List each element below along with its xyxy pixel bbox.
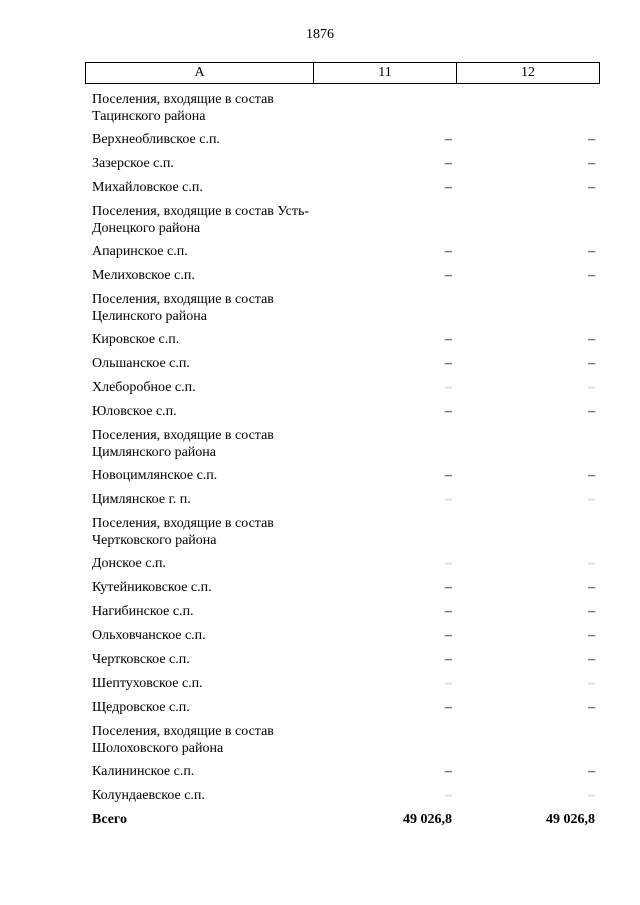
row-value-11: – <box>445 604 452 619</box>
table-row <box>85 600 600 624</box>
group-row <box>85 200 600 240</box>
row-value-11: – <box>445 556 452 571</box>
table-row <box>85 672 600 696</box>
table-row <box>85 400 600 424</box>
row-value-12: – <box>588 244 595 259</box>
row-name: Зазерское с.п. <box>92 156 174 171</box>
row-name: Калининское с.п. <box>92 764 195 779</box>
table-row <box>85 576 600 600</box>
total-row <box>85 808 600 832</box>
header-col-11: 11 <box>314 63 457 83</box>
table-row <box>85 760 600 784</box>
table-row <box>85 240 600 264</box>
row-value-12: – <box>588 556 595 571</box>
page-number: 1876 <box>306 27 334 42</box>
row-name: Поселения, входящие в состав Цимлянского района <box>92 428 274 460</box>
row-name: Новоцимлянское с.п. <box>92 468 218 483</box>
row-value-11: – <box>445 132 452 147</box>
row-name: Михайловское с.п. <box>92 180 203 195</box>
row-value-12: – <box>588 788 595 803</box>
row-name: Юловское с.п. <box>92 404 177 419</box>
header-col-a: А <box>86 63 314 83</box>
row-name: Цимлянское г. п. <box>92 492 191 507</box>
row-value-12: – <box>588 604 595 619</box>
row-name: Поселения, входящие в состав Усть-Донецкого района <box>92 204 310 236</box>
row-value-11: – <box>445 244 452 259</box>
header-col-12: 12 <box>521 65 535 80</box>
row-value-11: – <box>445 652 452 667</box>
row-name: Нагибинское с.п. <box>92 604 194 619</box>
table-row <box>85 152 600 176</box>
row-value-11: – <box>445 628 452 643</box>
row-name: Колундаевское с.п. <box>92 788 205 803</box>
row-value-12: – <box>588 156 595 171</box>
row-value-11: – <box>445 404 452 419</box>
row-value-11: – <box>445 700 452 715</box>
row-value-12: – <box>588 468 595 483</box>
row-value-12: 49 026,8 <box>546 812 595 827</box>
row-name: Ольшанское с.п. <box>92 356 190 371</box>
row-name: Шептуховское с.п. <box>92 676 203 691</box>
table-row <box>85 128 600 152</box>
row-value-11: – <box>445 332 452 347</box>
group-row <box>85 288 600 328</box>
table-row <box>85 784 600 808</box>
row-value-12: – <box>588 628 595 643</box>
row-value-12: – <box>588 580 595 595</box>
row-value-12: – <box>588 380 595 395</box>
row-value-11: 49 026,8 <box>403 812 452 827</box>
row-value-11: – <box>445 380 452 395</box>
row-name: Донское с.п. <box>92 556 166 571</box>
row-value-11: – <box>445 764 452 779</box>
group-row <box>85 512 600 552</box>
row-value-12: – <box>588 700 595 715</box>
row-name: Щедровское с.п. <box>92 700 190 715</box>
row-value-12: – <box>588 404 595 419</box>
row-value-11: – <box>445 356 452 371</box>
table-row <box>85 328 600 352</box>
row-value-11: – <box>445 468 452 483</box>
row-name: Кировское с.п. <box>92 332 180 347</box>
row-value-11: – <box>445 180 452 195</box>
row-value-11: – <box>445 268 452 283</box>
table-row <box>85 696 600 720</box>
group-row <box>85 720 600 760</box>
row-name: Поселения, входящие в состав Шолоховского района <box>92 724 274 756</box>
table-row <box>85 264 600 288</box>
row-value-12: – <box>588 492 595 507</box>
table-row <box>85 624 600 648</box>
row-value-12: – <box>588 652 595 667</box>
row-name: Верхнеобливское с.п. <box>92 132 220 147</box>
group-row <box>85 88 600 128</box>
row-name: Поселения, входящие в состав Чертковского района <box>92 516 274 548</box>
table-row <box>85 552 600 576</box>
row-value-12: – <box>588 356 595 371</box>
row-name: Кутейниковское с.п. <box>92 580 212 595</box>
row-name: Поселения, входящие в состав Тацинского района <box>92 92 274 124</box>
table-row <box>85 648 600 672</box>
row-value-11: – <box>445 492 452 507</box>
row-name: Хлеборобное с.п. <box>92 380 196 395</box>
row-name: Мелиховское с.п. <box>92 268 195 283</box>
table-row <box>85 352 600 376</box>
table-row <box>85 464 600 488</box>
row-value-12: – <box>588 132 595 147</box>
table-row <box>85 376 600 400</box>
row-name: Ольховчанское с.п. <box>92 628 206 643</box>
row-value-11: – <box>445 156 452 171</box>
row-value-11: – <box>445 788 452 803</box>
table-body <box>85 88 600 832</box>
row-name: Всего <box>92 812 127 827</box>
row-value-11: – <box>445 676 452 691</box>
row-value-12: – <box>588 268 595 283</box>
row-name: Поселения, входящие в состав Целинского района <box>92 292 274 324</box>
row-value-12: – <box>588 676 595 691</box>
table-row <box>85 176 600 200</box>
row-value-11: – <box>445 580 452 595</box>
row-name: Апаринское с.п. <box>92 244 188 259</box>
row-value-12: – <box>588 764 595 779</box>
row-value-12: – <box>588 332 595 347</box>
group-row <box>85 424 600 464</box>
table-header <box>85 62 600 84</box>
table-row <box>85 488 600 512</box>
row-value-12: – <box>588 180 595 195</box>
row-name: Чертковское с.п. <box>92 652 190 667</box>
